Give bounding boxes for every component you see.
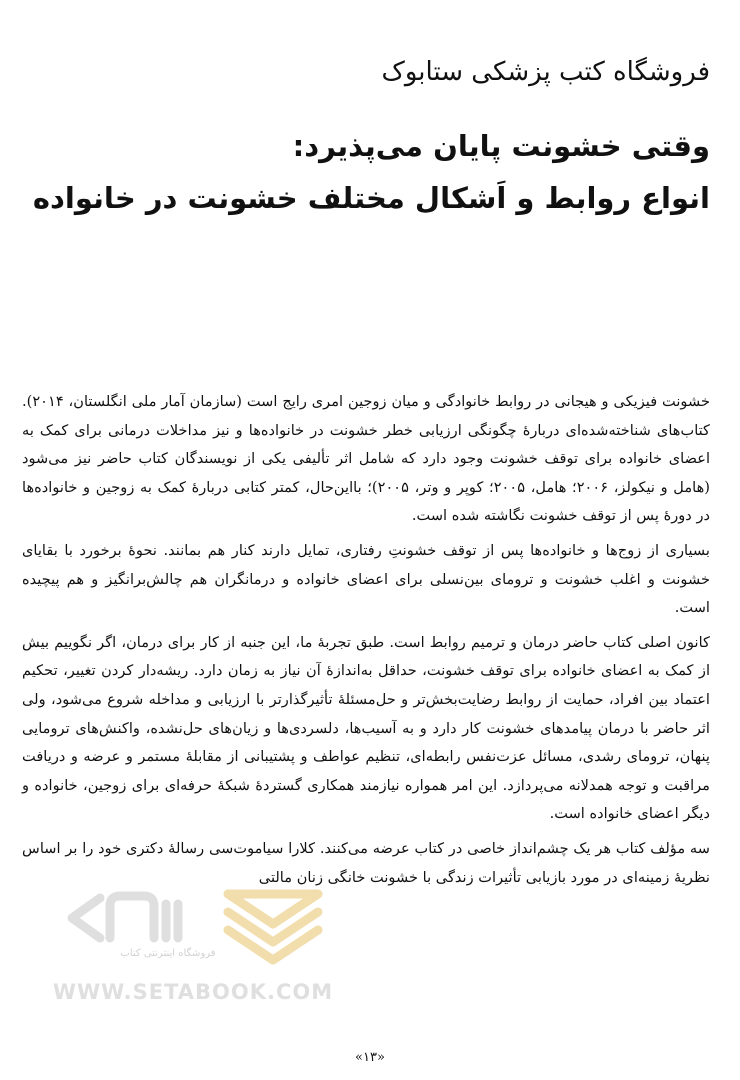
watermark-tagline: فروشگاه اینترنتی کتاب (120, 948, 216, 959)
page-number: «۱۳» (355, 1050, 385, 1065)
body-text (22, 388, 710, 898)
paragraph-3: کانون اصلی کتاب حاضر درمان و ترمیم روابط است. طبق تجربهٔ ما، این جنبه از کار برای درمان، اگر نگوییم بیش از کمک به اعضای خانواده برای توقف خشونت، حداقل به‌اندازهٔ آن نیاز به زمان دارد. ریشه‌دار کردن تغییر، تحکیم اعتماد بین افراد، حمایت از روابط رضایت‌بخش‌تر و حل‌مسئلهٔ تأثیرگذارتر با ارزیابی و مداخله شروع می‌شود، ولی اثر حاضر با درمان پیامدهای خشونت کار دارد و به آسیب‌ها، دلسردی‌ها و زیان‌های حل‌نشده، واکنش‌های ترومایی پنهان، ترومای رشدی، مسائل عزت‌نفس رابطه‌ای، تنظیم عواطف و پشتیبانی از مقابلهٔ مستمر و عرضه و دریافت مراقبت و توجه همدلانه می‌پردازد. این امر همواره نیازمند همکاری گستردهٔ شبکهٔ حرفه‌ای برای زوجین، خانواده و دیگر اعضای خانواده است. (22, 633, 710, 823)
setabook-watermark (48, 880, 338, 1010)
store-brand: فروشگاه کتب پزشکی ستابوک (381, 57, 710, 87)
paragraph-1: خشونت فیزیکی و هیجانی در روابط خانوادگی و میان زوجین امری رایج است (سازمان آمار ملی انگلستان، ۲۰۱۴). کتاب‌های شناخته‌شده‌ای دربارهٔ چگونگی ارزیابی خطر خشونت در خانواده‌ها و نیز مداخلات درمانی برای کمک به اعضای خانواده برای توقف خشونت وجود دارد که شامل اثر تألیفی یکی از نویسندگان کتاب حاضر نیز می‌شود (هامل و نیکولز، ۲۰۰۶؛ هامل، ۲۰۰۵؛ کوپر و وتر، ۲۰۰۵)؛ بااین‌حال، کمتر کتابی دربارهٔ کمک به زوجین و خانواده‌ها در دورهٔ پس از توقف خشونت نگاشته شده است. (22, 393, 710, 525)
paragraph-4: سه مؤلف کتاب هر یک چشم‌انداز خاصی در کتاب عرضه می‌کنند. کلارا سیاموت‌سی رسالهٔ دکتری خود را بر اساس نظریهٔ زمینه‌ای در مورد بازیابی تأثیرات زندگی با خشونت خانگی زنان مالتی (22, 839, 710, 886)
chapter-title-line-1: وقتی خشونت پایان می‌پذیرد: (292, 129, 710, 163)
chapter-title-line-2: انواع روابط و اَشکال مختلف خشونت در خانواده (32, 181, 710, 215)
setabook-logo-icon (48, 880, 338, 980)
chapter-title (20, 120, 710, 224)
paragraph-2: بسیاری از زوج‌ها و خانواده‌ها پس از توقف خشونتِ رفتاری، تمایل دارند کنار هم بمانند. نحوهٔ برخورد با بقایای خشونت و اغلب خشونت و ترومای بین‌نسلی برای اعضای خانواده و درمانگران هم چالش‌برانگیز و هم پیچیده است. (22, 541, 710, 617)
watermark-website: WWW.SETABOOK.COM (52, 980, 334, 1004)
